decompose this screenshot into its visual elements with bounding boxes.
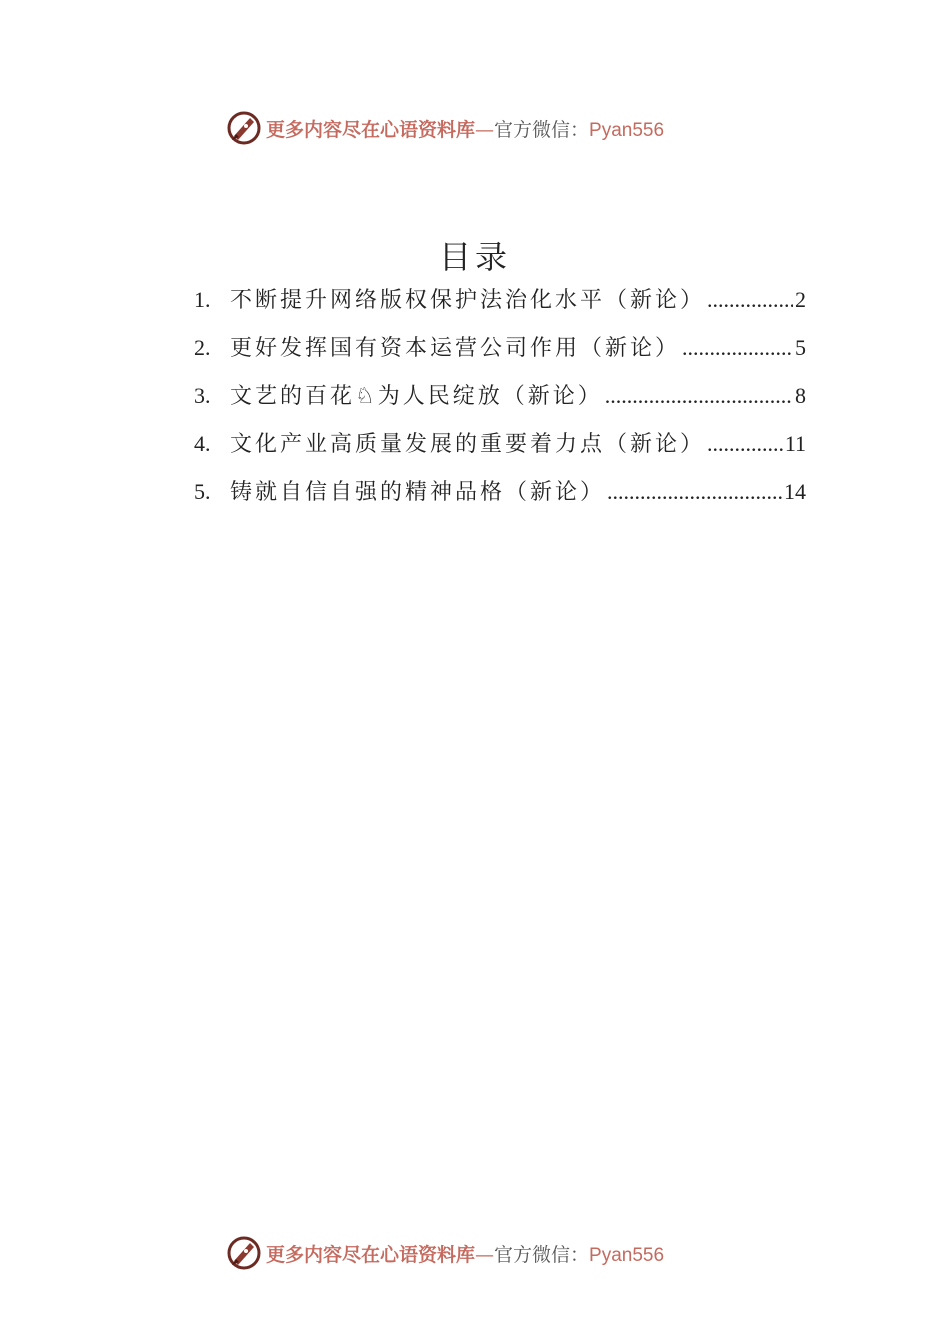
banner-text — [266, 115, 664, 142]
toc-entry-page: 2 — [795, 287, 806, 312]
toc-entry-1[interactable] — [194, 280, 806, 328]
toc-entry-page: 11 — [784, 431, 806, 456]
toc-dot-leader — [707, 280, 793, 320]
toc-dot-leader — [707, 424, 783, 464]
toc-entry-4[interactable] — [194, 424, 806, 472]
banner-wechat-label: 官方微信： — [494, 1243, 590, 1266]
toc-dot-leader — [605, 376, 793, 416]
banner-dash: — — [475, 1243, 495, 1266]
toc-entry-page: 8 — [795, 383, 806, 408]
toc-entry-title: 文艺的百花♘为人民绽放（新论） — [230, 384, 603, 409]
banner-slogan: 更多内容尽在心语资料库 — [266, 118, 476, 141]
toc-dot-leader — [607, 472, 782, 512]
banner-wechat-id: Pyan556 — [589, 1244, 665, 1266]
header-banner — [226, 108, 726, 148]
toc-entry-5[interactable] — [194, 472, 806, 520]
toc-list — [194, 280, 806, 520]
toc-entry-2[interactable] — [194, 328, 806, 376]
banner-wechat-label: 官方微信： — [494, 118, 590, 141]
pen-nib-logo-icon — [226, 110, 262, 146]
toc-entry-title: 更好发挥国有资本运营公司作用（新论） — [230, 336, 681, 361]
toc-entry-number: 1. — [194, 287, 211, 312]
toc-entry-3[interactable] — [194, 376, 806, 424]
toc-dot-leader — [682, 328, 793, 368]
banner-wechat-id: Pyan556 — [589, 119, 665, 141]
toc-entry-title: 铸就自信自强的精神品格（新论） — [230, 480, 606, 505]
toc-entry-title: 不断提升网络版权保护法治化水平（新论） — [230, 288, 706, 313]
toc-entry-page: 5 — [795, 335, 806, 360]
banner-slogan: 更多内容尽在心语资料库 — [266, 1243, 476, 1266]
toc-title: 目录 — [438, 238, 511, 276]
toc-entry-number: 2. — [194, 335, 211, 360]
toc-entry-title: 文化产业高质量发展的重要着力点（新论） — [230, 432, 706, 457]
toc-entry-page: 14 — [784, 479, 806, 504]
toc-entry-number: 3. — [194, 383, 211, 408]
toc-entry-number: 4. — [194, 431, 211, 456]
toc-entry-number: 5. — [194, 479, 211, 504]
pen-nib-logo-icon — [226, 1235, 262, 1271]
banner-dash: — — [475, 118, 495, 141]
banner-text — [266, 1240, 664, 1267]
footer-banner — [226, 1233, 726, 1273]
